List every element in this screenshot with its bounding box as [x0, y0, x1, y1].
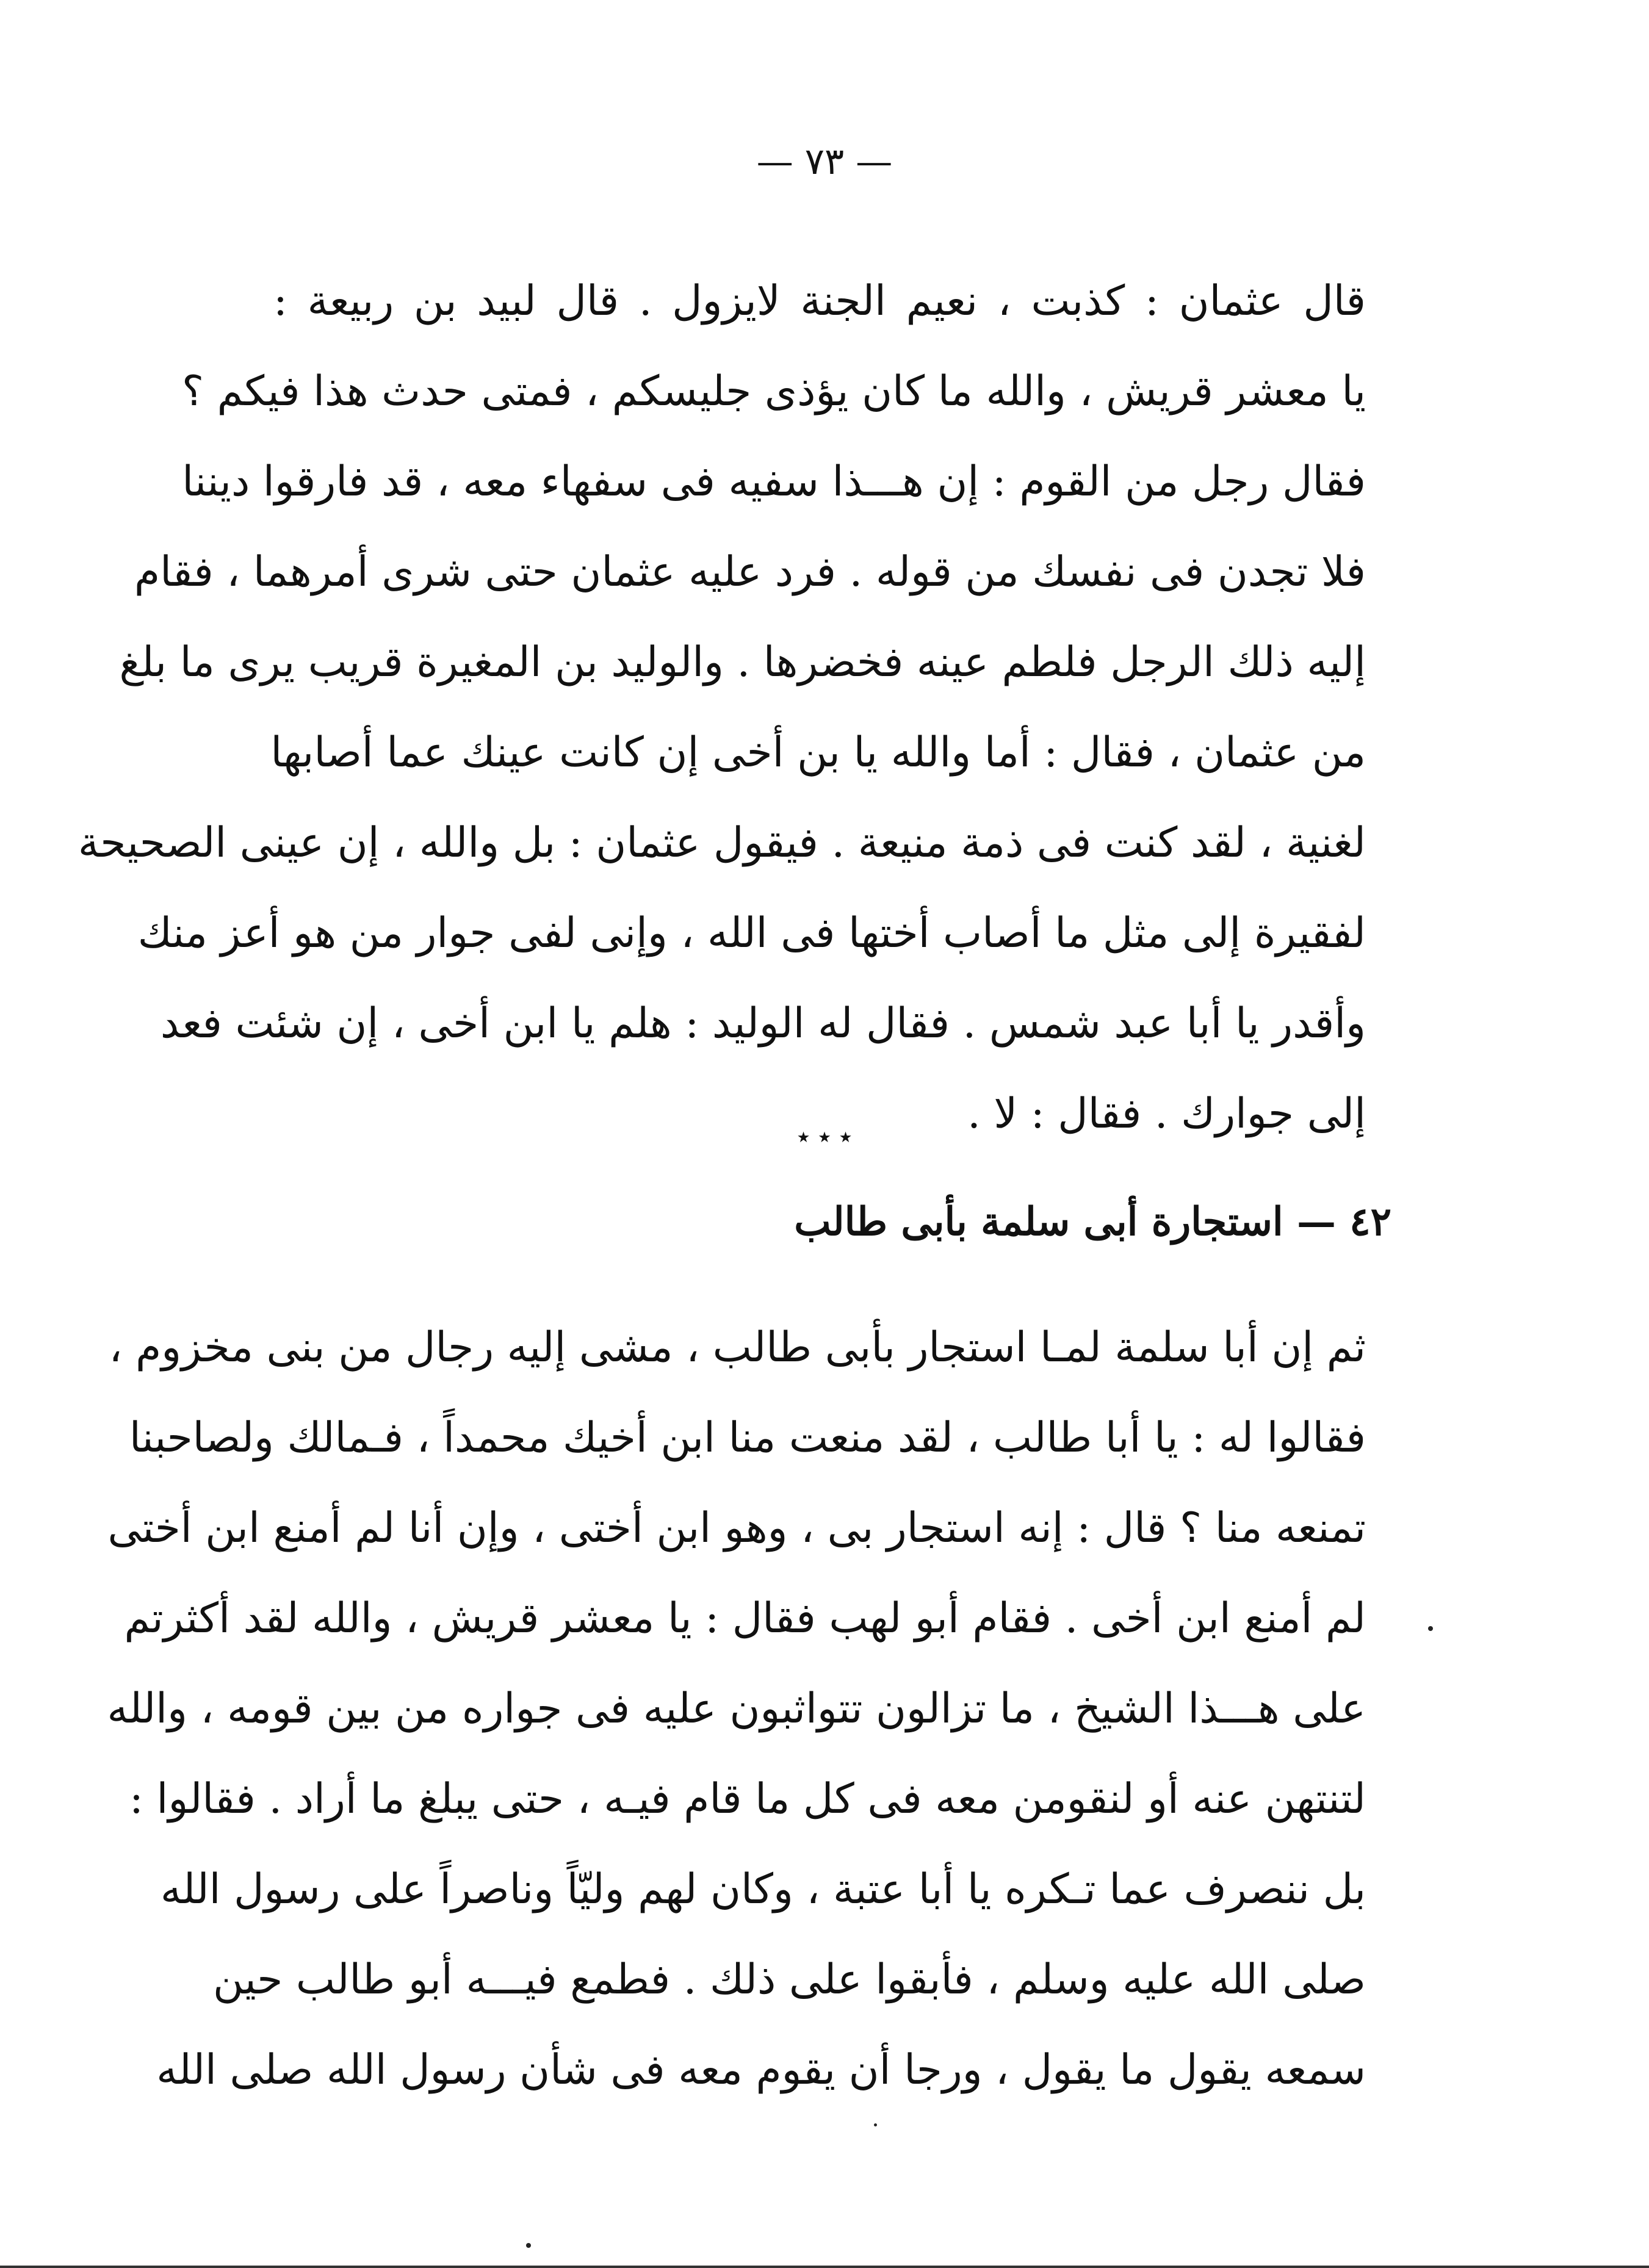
text-line: قال عثمان : كذبت ، نعيم الجنة لايزول . قال لبيد بن ربيعة : — [273, 277, 1366, 325]
text-line: فقال رجل من القوم : إن هـــذا سفيه فى سفهاء معه ، قد فارقوا ديننا — [182, 458, 1366, 506]
scan-speck — [874, 2123, 877, 2126]
scan-speck — [1428, 1626, 1433, 1631]
text-line: لتنتهن عنه أو لنقومن معه فى كل ما قام فيـه ، حتى يبلغ ما أراد . فقالوا : — [129, 1775, 1366, 1823]
text-line: ثم إن أبا سلمة لمـا استجار بأبى طالب ، مشى إليه رجال من بنى مخزوم ، — [109, 1323, 1366, 1372]
text-line: وأقدر يا أبا عبد شمس . فقال له الوليد : هلم يا ابن أخى ، إن شئت فعد — [160, 999, 1366, 1048]
scan-speck — [526, 2243, 531, 2248]
text-line: على هـــذا الشيخ ، ما تزالون تتواثبون عليه فى جواره من بين قومه ، والله — [107, 1685, 1366, 1733]
page-number: — ٧٣ — — [756, 140, 893, 183]
section-heading: ٤٢ — استجارة أبى سلمة بأبى طالب — [794, 1199, 1391, 1245]
text-line: لم أمنع ابن أخى . فقام أبو لهب فقال : يا معشر قريش ، والله لقد أكثرتم — [124, 1594, 1366, 1643]
text-line: فقالوا له : يا أبا طالب ، لقد منعت منا ابن أخيك محمداً ، فـمالك ولصاحبنا — [129, 1414, 1366, 1462]
paragraph-2 — [107, 1303, 1366, 2115]
page-bottom-edge — [0, 2266, 1649, 2268]
section-divider: ٭ ٭ ٭ — [796, 1123, 853, 1151]
text-line: صلى الله عليه وسلم ، فأبقوا على ذلك . فطمع فيـــه أبو طالب حين — [213, 1956, 1366, 2004]
text-line: لغنية ، لقد كنت فى ذمة منيعة . فيقول عثمان : بل والله ، إن عينى الصحيحة — [78, 819, 1366, 867]
text-line: إليه ذلك الرجل فلطم عينه فخضرها . والوليد بن المغيرة قريب يرى ما بلغ — [119, 638, 1366, 686]
text-line: من عثمان ، فقال : أما والله يا بن أخى إن كانت عينك عما أصابها — [270, 729, 1366, 777]
text-line: فلا تجدن فى نفسك من قوله . فرد عليه عثمان حتى شرى أمرهما ، فقام — [134, 548, 1366, 596]
text-line: إلى جوارك . فقال : لا . — [967, 1090, 1366, 1138]
paragraph-1 — [78, 256, 1366, 1159]
text-line: بل ننصرف عما تـكره يا أبا عتبة ، وكان لهم وليّاً وناصراً على رسول الله — [160, 1865, 1366, 1913]
text-line: تمنعه منا ؟ قال : إنه استجار بى ، وهو ابن أختى ، وإن أنا لم أمنع ابن أختى — [107, 1504, 1366, 1552]
text-line: لفقيرة إلى مثل ما أصاب أختها فى الله ، وإنى لفى جوار من هو أعز منك — [137, 909, 1366, 957]
text-line: سمعه يقول ما يقول ، ورجا أن يقوم معه فى شأن رسول الله صلى الله — [156, 2046, 1366, 2094]
text-line: يا معشر قريش ، والله ما كان يؤذى جليسكم ، فمتى حدث هذا فيكم ؟ — [181, 367, 1366, 416]
